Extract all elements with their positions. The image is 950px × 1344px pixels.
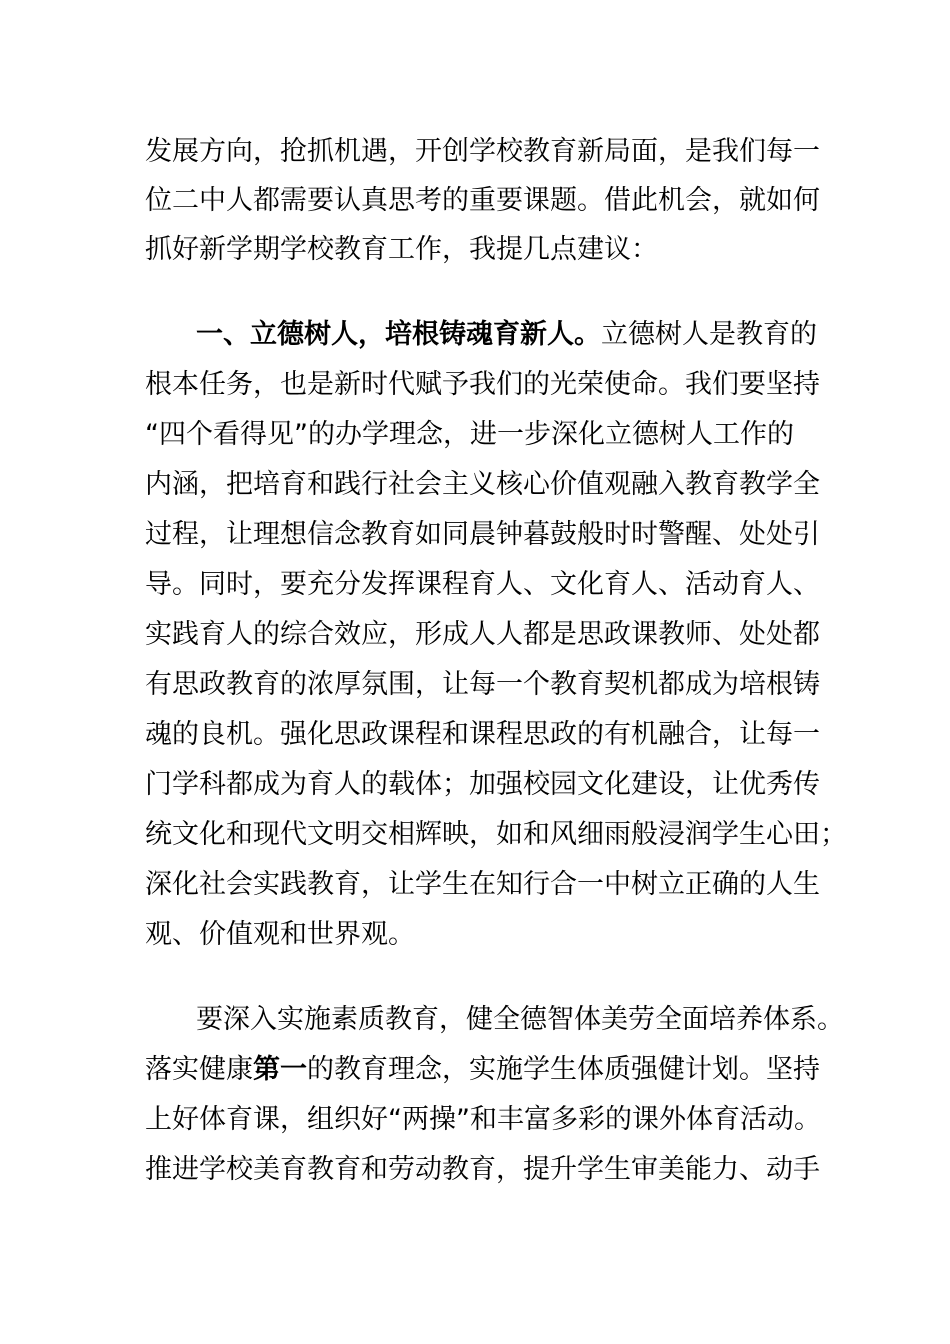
text-line: 魂的良机。强化思政课程和课程思政的有机融合，让每一	[145, 719, 820, 750]
section-heading: 一、立德树人，培根铸魂育新人。	[196, 319, 601, 350]
text-line: 过程，让理想信念教育如同晨钟暮鼓般时时警醒、处处引	[145, 519, 820, 550]
text-line: 抓好新学期学校教育工作，我提几点建议：	[145, 234, 658, 265]
text-line-first: 要深入实施素质教育，健全德智体美劳全面培养体系。	[196, 1004, 844, 1035]
text-line-first	[196, 317, 817, 353]
text-line: 发展方向，抢抓机遇，开创学校教育新局面，是我们每一	[145, 136, 820, 167]
text-line: 统文化和现代文明交相辉映，如和风细雨般浸润学生心田；	[145, 819, 847, 850]
text-line: 位二中人都需要认真思考的重要课题。借此机会，就如何	[145, 185, 820, 216]
text-line: 推进学校美育教育和劳动教育，提升学生审美能力、动手	[145, 1154, 820, 1185]
text-line	[145, 1052, 820, 1088]
bold-emphasis: 第一	[253, 1054, 307, 1085]
text-line: “四个看得见”的办学理念，进一步深化立德树人工作的	[145, 419, 794, 450]
text-line: 内涵，把培育和践行社会主义核心价值观融入教育教学全	[145, 469, 820, 500]
text-line: 根本任务，也是新时代赋予我们的光荣使命。我们要坚持	[145, 369, 820, 400]
text-line: 门学科都成为育人的载体；加强校园文化建设，让优秀传	[145, 769, 820, 800]
heading-continuation: 立德树人是教育的	[601, 319, 817, 350]
text-line: 导。同时，要充分发挥课程育人、文化育人、活动育人、	[145, 569, 820, 600]
text-segment: 落实健康	[145, 1054, 253, 1085]
text-line: 观、价值观和世界观。	[145, 919, 415, 950]
text-segment: 的教育理念，实施学生体质强健计划。坚持	[307, 1054, 820, 1085]
text-line: 有思政教育的浓厚氛围，让每一个教育契机都成为培根铸	[145, 669, 820, 700]
text-line: 深化社会实践教育，让学生在知行合一中树立正确的人生	[145, 869, 820, 900]
text-line: 实践育人的综合效应，形成人人都是思政课教师、处处都	[145, 619, 820, 650]
text-line: 上好体育课，组织好“两操”和丰富多彩的课外体育活动。	[145, 1104, 821, 1135]
